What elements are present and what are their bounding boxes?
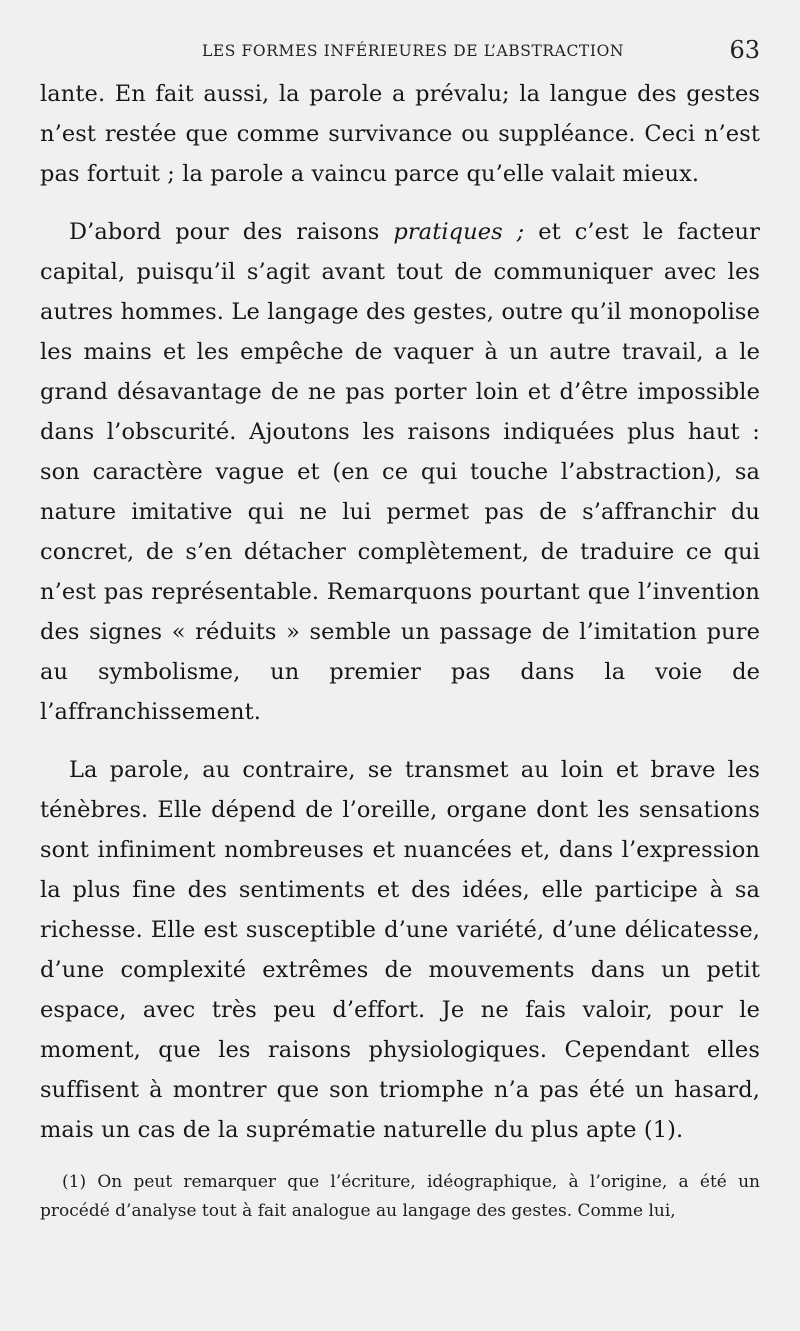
paragraph-2-rest: et c’est le facteur capital, puisqu’il s’agit avant tout de communiquer avec les autres hommes. Le langage des gestes, outre qu’il monopolise les mains et les empêche de vaquer à un autre travail, a le grand désavantage de ne pas porter loin et d’être impossible dans l’obscurité. Ajoutons les raisons indiquées plus haut : son caractère vague et (en ce qui touche l’abstraction), sa nature imitative qui ne lui permet pas de s’affranchir du concret, de s’en détacher complètement, de traduire ce qui n’est pas représentable. Remarquons pourtant que l’invention des signes « réduits » semble un passage de l’imitation pure au symbolisme, un premier pas dans la voie de l’affranchissement. — [40, 219, 760, 725]
body-text — [40, 74, 760, 1150]
paragraph-2-intro: D’abord pour des raisons — [69, 219, 394, 245]
paragraph-3: La parole, au contraire, se transmet au loin et brave les ténèbres. Elle dépend de l’oreille, organe dont les sensations sont infiniment nombreuses et nuancées et, dans l’expression la plus fine des sentiments et des idées, elle participe à sa richesse. Elle est susceptible d’une variété, d’une délicatesse, d’une complexité extrêmes de mouvements dans un petit espace, avec très peu d’effort. Je ne fais valoir, pour le moment, que les raisons physiologiques. Cependant elles suffisent à montrer que son triomphe n’a pas été un hasard, mais un cas de la suprématie naturelle du plus apte (1). — [40, 757, 760, 1143]
footnotes — [40, 1168, 760, 1226]
italic-emphasis: pratiques ; — [393, 219, 525, 245]
page-number: 63 — [729, 36, 760, 64]
running-title: LES FORMES INFÉRIEURES DE L’ABSTRACTION — [202, 42, 625, 60]
paragraph-1: lante. En fait aussi, la parole a prévalu; la langue des gestes n’est restée que comme survivance ou suppléance. Ceci n’est pas fortuit ; la parole a vaincu parce qu’elle valait mieux. — [40, 81, 760, 187]
paragraph-2 — [40, 212, 760, 732]
footnote-1: (1) On peut remarquer que l’écriture, idéographique, à l’origine, a été un procédé d’analyse tout à fait analogue au langage des gestes. Comme lui, — [40, 1172, 760, 1221]
running-head — [40, 28, 760, 74]
